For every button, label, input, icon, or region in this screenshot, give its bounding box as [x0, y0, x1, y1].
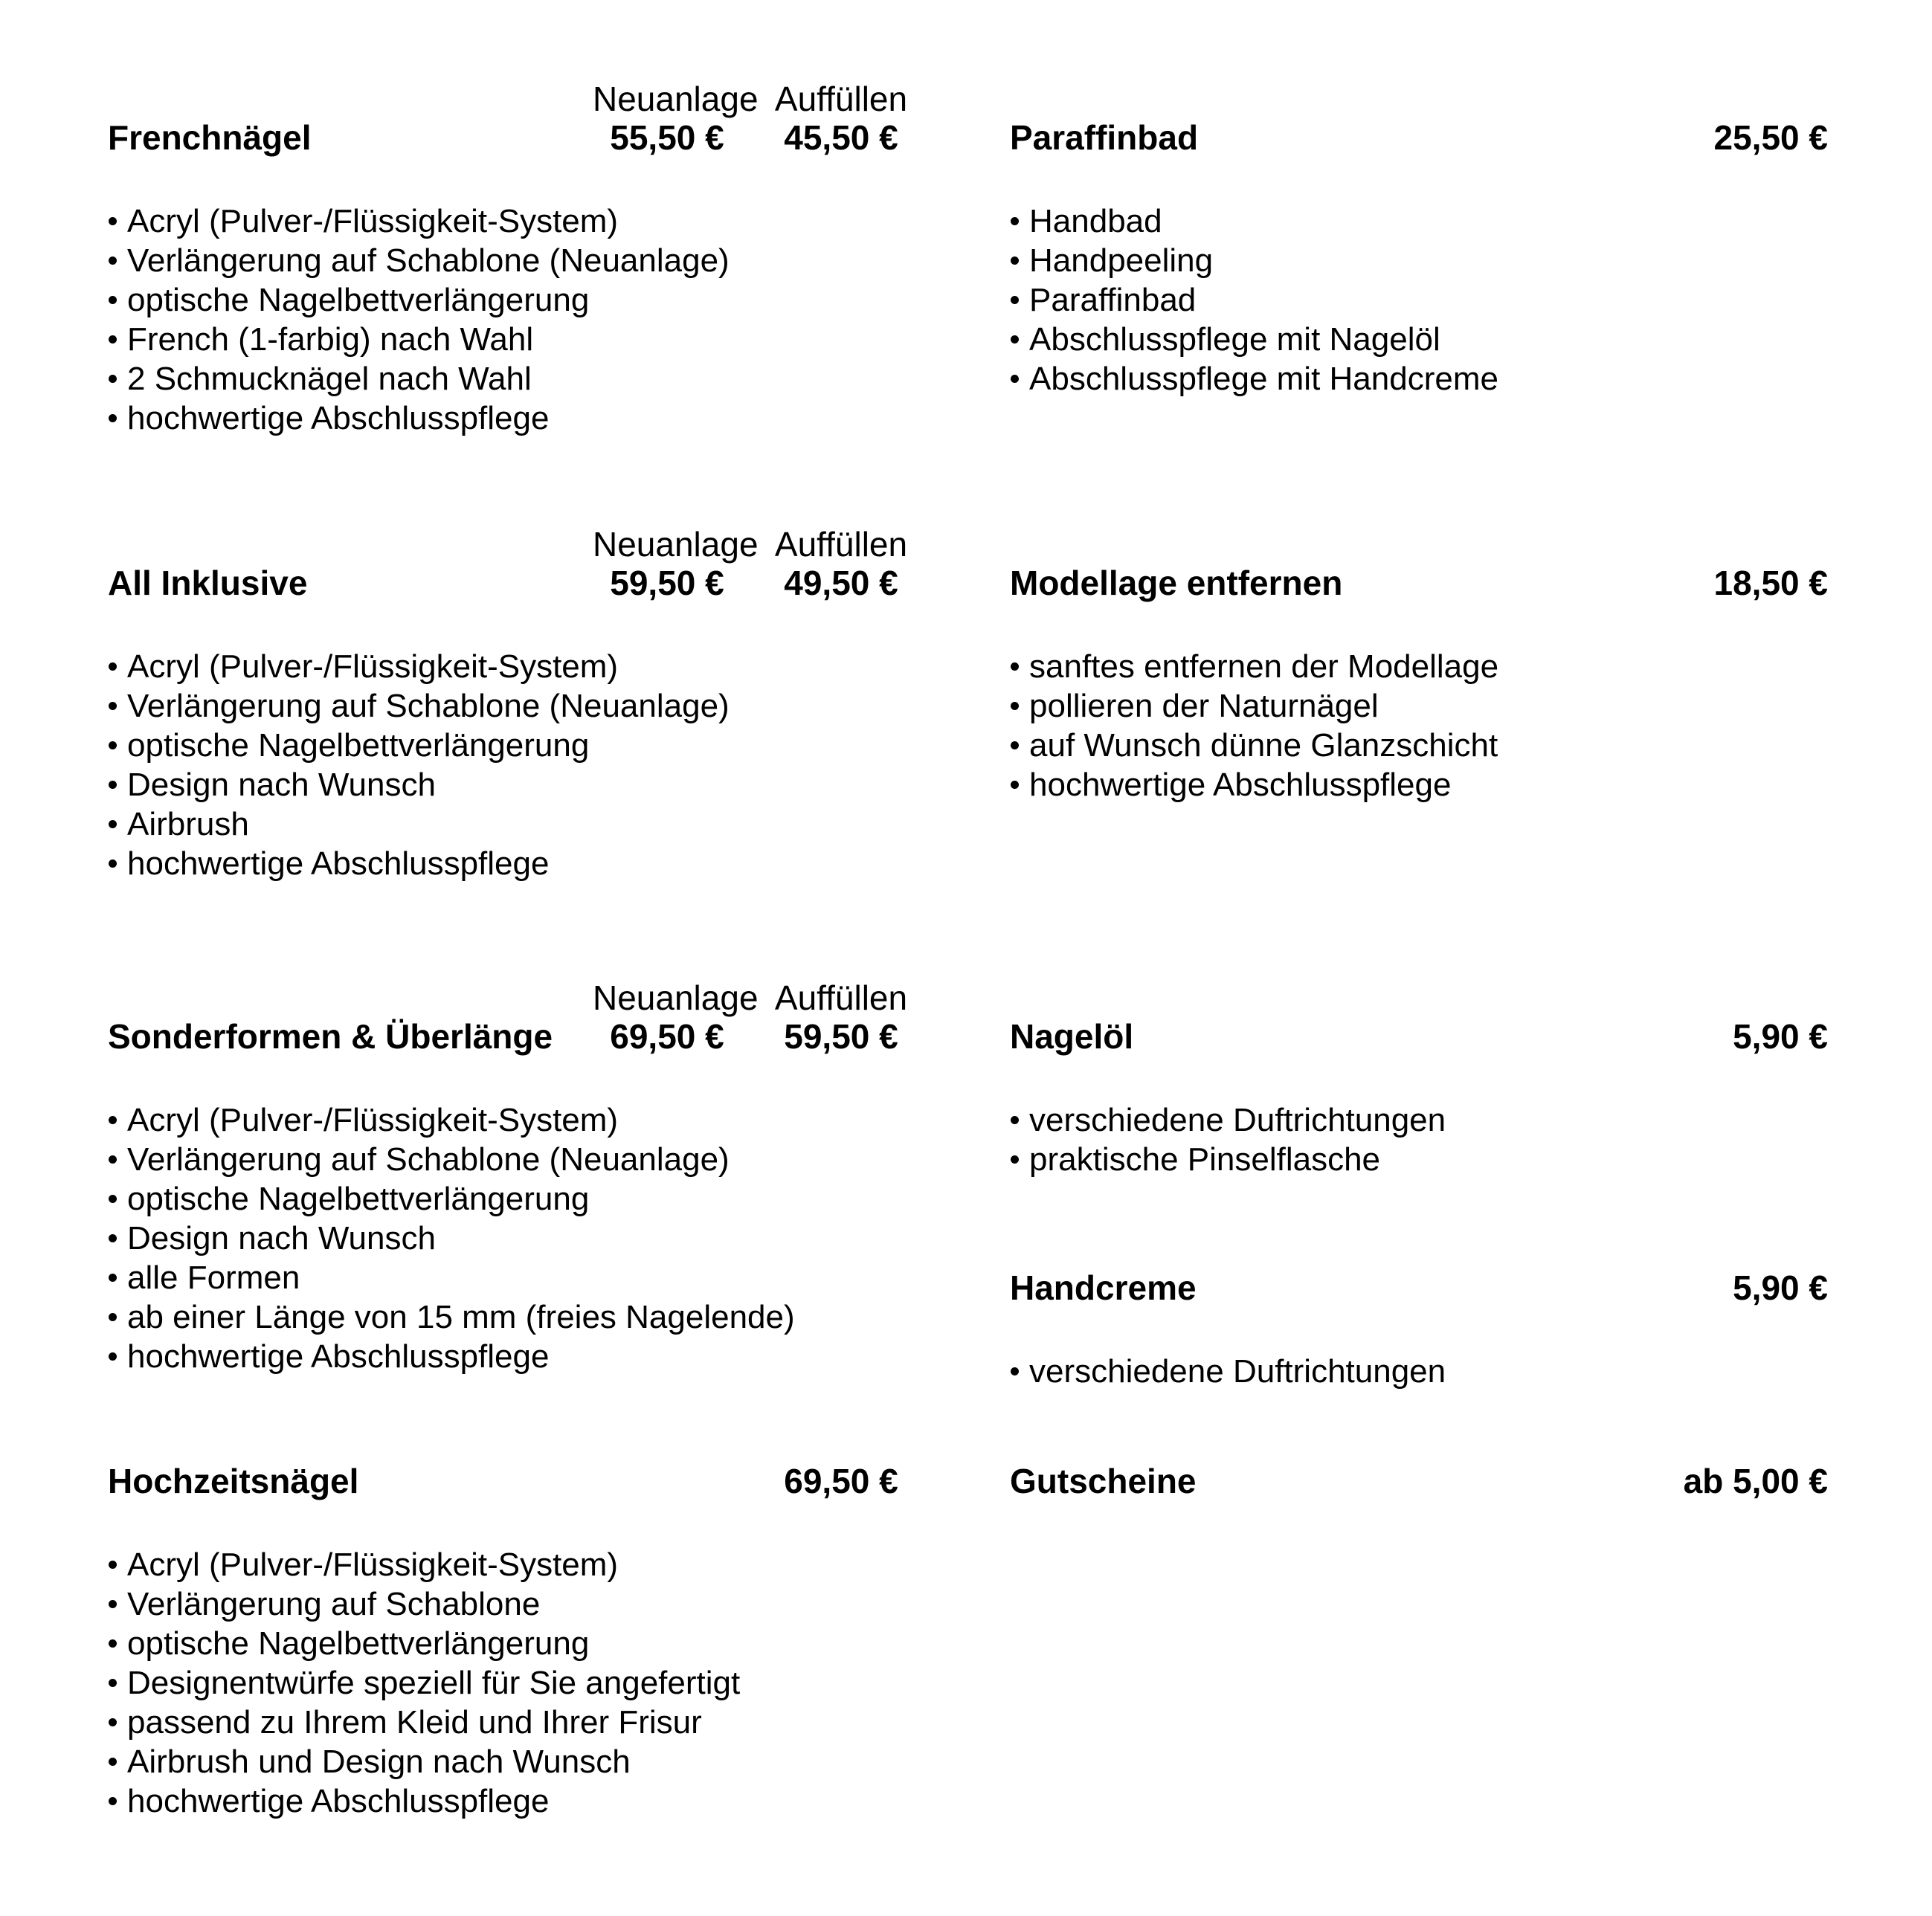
price-neuanlage: 69,50 € — [610, 1017, 724, 1056]
bullet-text: hochwertige Abschlusspflege — [127, 1783, 550, 1819]
bullet-item — [1010, 686, 1828, 726]
bullet-list — [1010, 201, 1828, 399]
bullet-icon — [109, 702, 117, 710]
bullet-icon — [109, 1797, 117, 1805]
bullet-text: pollieren der Naturnägel — [1029, 688, 1379, 724]
bullet-item — [1010, 726, 1828, 765]
bullet-item — [1010, 647, 1828, 686]
bullet-text: Handpeeling — [1029, 242, 1214, 279]
bullet-icon — [109, 1679, 117, 1687]
bullet-text: Airbrush und Design nach Wunsch — [127, 1744, 631, 1780]
bullet-item — [108, 1337, 900, 1376]
bullet-text: Paraffinbad — [1029, 282, 1197, 318]
column-header-auffuellen: Auffüllen — [774, 978, 908, 1017]
bullet-icon — [109, 296, 117, 304]
section-paraffinbad — [1010, 118, 1828, 399]
bullet-text: optische Nagelbettverlängerung — [127, 727, 590, 764]
section-sonderformen-ueberlaenge — [108, 978, 908, 1376]
bullet-item — [108, 320, 900, 359]
bullet-icon — [1011, 662, 1019, 671]
bullet-text: hochwertige Abschlusspflege — [127, 400, 550, 436]
bullet-icon — [1011, 741, 1019, 749]
bullet-item — [1010, 1352, 1828, 1391]
column-header-neuanlage: Neuanlage — [593, 80, 759, 118]
bullet-icon — [109, 859, 117, 868]
bullet-item — [108, 765, 900, 804]
bullet-icon — [1011, 217, 1019, 225]
section-gutscheine — [1010, 1462, 1828, 1545]
bullet-text: passend zu Ihrem Kleid und Ihrer Frisur — [127, 1704, 702, 1741]
bullet-item — [108, 359, 900, 399]
bullet-item — [108, 1258, 900, 1297]
bullet-item — [108, 201, 900, 241]
bullet-item — [108, 1624, 900, 1663]
price: ab 5,00 € — [1683, 1462, 1828, 1500]
bullet-text: optische Nagelbettverlängerung — [127, 282, 590, 318]
bullet-item — [108, 726, 900, 765]
bullet-text: verschiedene Duftrichtungen — [1029, 1102, 1446, 1138]
service-title: Sonderformen & Überlänge — [108, 1017, 553, 1056]
bullet-icon — [109, 1116, 117, 1124]
bullet-icon — [109, 1234, 117, 1242]
service-title: Handcreme — [1010, 1268, 1197, 1307]
bullet-item — [108, 1663, 900, 1703]
service-title: Nagelöl — [1010, 1017, 1134, 1056]
bullet-text: Verlängerung auf Schablone (Neuanlage) — [127, 242, 730, 279]
bullet-text: Verlängerung auf Schablone (Neuanlage) — [127, 688, 730, 724]
bullet-text: ab einer Länge von 15 mm (freies Nagelende) — [127, 1299, 795, 1335]
service-title-row — [1010, 118, 1828, 157]
service-title: Modellage entfernen — [1010, 564, 1343, 602]
bullet-icon — [109, 1313, 117, 1321]
price-header-row — [108, 525, 908, 564]
service-title: Hochzeitsnägel — [108, 1462, 359, 1500]
price-header-row — [108, 80, 908, 118]
bullet-list — [108, 201, 900, 438]
bullet-item — [108, 844, 900, 883]
bullet-text: Acryl (Pulver-/Flüssigkeit-System) — [127, 203, 619, 239]
bullet-text: hochwertige Abschlusspflege — [127, 845, 550, 882]
bullet-list — [1010, 1100, 1828, 1179]
bullet-item — [108, 1781, 900, 1821]
bullet-text: Airbrush — [127, 806, 249, 842]
bullet-text: optische Nagelbettverlängerung — [127, 1181, 590, 1217]
bullet-icon — [109, 414, 117, 422]
bullet-item — [1010, 1140, 1828, 1179]
bullet-list — [108, 647, 900, 883]
bullet-icon — [1011, 781, 1019, 789]
price: 5,90 € — [1733, 1268, 1828, 1307]
bullet-icon — [1011, 1155, 1019, 1164]
service-title-row — [1010, 1017, 1828, 1056]
bullet-text: French (1-farbig) nach Wahl — [127, 321, 534, 358]
bullet-text: auf Wunsch dünne Glanzschicht — [1029, 727, 1498, 764]
section-nageloel — [1010, 1017, 1828, 1179]
bullet-item — [108, 241, 900, 280]
bullet-item — [108, 1179, 900, 1219]
bullet-list — [108, 1545, 900, 1821]
bullet-icon — [1011, 375, 1019, 383]
bullet-item — [108, 1703, 900, 1742]
bullet-text: alle Formen — [127, 1259, 300, 1296]
bullet-text: Handbad — [1029, 203, 1162, 239]
bullet-text: 2 Schmucknägel nach Wahl — [127, 361, 532, 397]
section-modellage-entfernen — [1010, 564, 1828, 804]
bullet-icon — [109, 335, 117, 343]
bullet-text: Acryl (Pulver-/Flüssigkeit-System) — [127, 1546, 619, 1583]
bullet-text: sanftes entfernen der Modellage — [1029, 648, 1499, 685]
bullet-list — [108, 1100, 900, 1376]
price: 25,50 € — [1713, 118, 1828, 157]
service-title-row — [108, 1017, 900, 1056]
price-header-row — [108, 978, 908, 1017]
bullet-text: Design nach Wunsch — [127, 767, 436, 803]
price: 5,90 € — [1733, 1017, 1828, 1056]
bullet-icon — [109, 1600, 117, 1608]
bullet-item — [108, 280, 900, 320]
bullet-icon — [109, 1758, 117, 1766]
bullet-text: Acryl (Pulver-/Flüssigkeit-System) — [127, 1102, 619, 1138]
section-hochzeitsnaegel — [108, 1462, 900, 1821]
bullet-icon — [109, 1718, 117, 1726]
column-header-neuanlage: Neuanlage — [593, 978, 759, 1017]
bullet-icon — [109, 1639, 117, 1648]
bullet-text: verschiedene Duftrichtungen — [1029, 1353, 1446, 1390]
service-title-row — [1010, 564, 1828, 602]
bullet-text: hochwertige Abschlusspflege — [127, 1338, 550, 1375]
bullet-item — [1010, 201, 1828, 241]
bullet-item — [1010, 241, 1828, 280]
bullet-item — [108, 1100, 900, 1140]
bullet-text: Acryl (Pulver-/Flüssigkeit-System) — [127, 648, 619, 685]
bullet-text: Design nach Wunsch — [127, 1220, 436, 1257]
bullet-icon — [109, 1352, 117, 1361]
bullet-item — [108, 399, 900, 438]
bullet-icon — [109, 1561, 117, 1569]
bullet-text: hochwertige Abschlusspflege — [1029, 767, 1452, 803]
price-neuanlage: 59,50 € — [610, 564, 724, 602]
bullet-item — [1010, 320, 1828, 359]
service-title-row — [108, 118, 900, 157]
service-title: Frenchnägel — [108, 118, 312, 157]
price-single: 69,50 € — [784, 1462, 898, 1500]
bullet-list — [1010, 1352, 1828, 1391]
bullet-item — [108, 1297, 900, 1337]
section-handcreme — [1010, 1268, 1828, 1391]
bullet-icon — [109, 257, 117, 265]
price-neuanlage: 55,50 € — [610, 118, 724, 157]
bullet-list — [1010, 647, 1828, 804]
column-header-auffuellen: Auffüllen — [774, 525, 908, 564]
bullet-item — [108, 647, 900, 686]
bullet-item — [108, 1140, 900, 1179]
section-all-inklusive — [108, 525, 908, 883]
bullet-text: optische Nagelbettverlängerung — [127, 1625, 590, 1662]
price-auffuellen: 45,50 € — [784, 118, 898, 157]
price: 18,50 € — [1713, 564, 1828, 602]
bullet-icon — [1011, 296, 1019, 304]
bullet-icon — [1011, 1116, 1019, 1124]
bullet-item — [108, 1742, 900, 1781]
bullet-icon — [109, 820, 117, 828]
bullet-icon — [109, 1195, 117, 1203]
bullet-text: Verlängerung auf Schablone — [127, 1586, 541, 1622]
bullet-item — [108, 1545, 900, 1584]
bullet-item — [108, 1219, 900, 1258]
service-title: Paraffinbad — [1010, 118, 1199, 157]
bullet-icon — [109, 662, 117, 671]
service-title-row — [1010, 1462, 1828, 1500]
bullet-item — [108, 686, 900, 726]
bullet-text: Designentwürfe speziell für Sie angefertigt — [127, 1665, 741, 1701]
bullet-icon — [1011, 257, 1019, 265]
bullet-icon — [109, 1155, 117, 1164]
bullet-item — [108, 804, 900, 844]
service-title: Gutscheine — [1010, 1462, 1197, 1500]
bullet-item — [1010, 1100, 1828, 1140]
bullet-icon — [1011, 702, 1019, 710]
service-title-row — [108, 564, 900, 602]
service-title-row — [1010, 1268, 1828, 1307]
column-header-auffuellen: Auffüllen — [774, 80, 908, 118]
bullet-icon — [1011, 335, 1019, 343]
bullet-icon — [109, 217, 117, 225]
section-frenchnaegel — [108, 80, 908, 438]
bullet-text: praktische Pinselflasche — [1029, 1141, 1381, 1178]
bullet-item — [1010, 359, 1828, 399]
service-title: All Inklusive — [108, 564, 308, 602]
bullet-item — [1010, 280, 1828, 320]
bullet-icon — [109, 741, 117, 749]
bullet-icon — [109, 375, 117, 383]
column-header-neuanlage: Neuanlage — [593, 525, 759, 564]
price-auffuellen: 59,50 € — [784, 1017, 898, 1056]
bullet-icon — [1011, 1367, 1019, 1375]
bullet-item — [108, 1584, 900, 1624]
bullet-text: Abschlusspflege mit Nagelöl — [1029, 321, 1440, 358]
bullet-text: Verlängerung auf Schablone (Neuanlage) — [127, 1141, 730, 1178]
service-title-row — [108, 1462, 900, 1500]
bullet-item — [1010, 765, 1828, 804]
price-auffuellen: 49,50 € — [784, 564, 898, 602]
bullet-text: Abschlusspflege mit Handcreme — [1029, 361, 1498, 397]
bullet-icon — [109, 1274, 117, 1282]
bullet-icon — [109, 781, 117, 789]
